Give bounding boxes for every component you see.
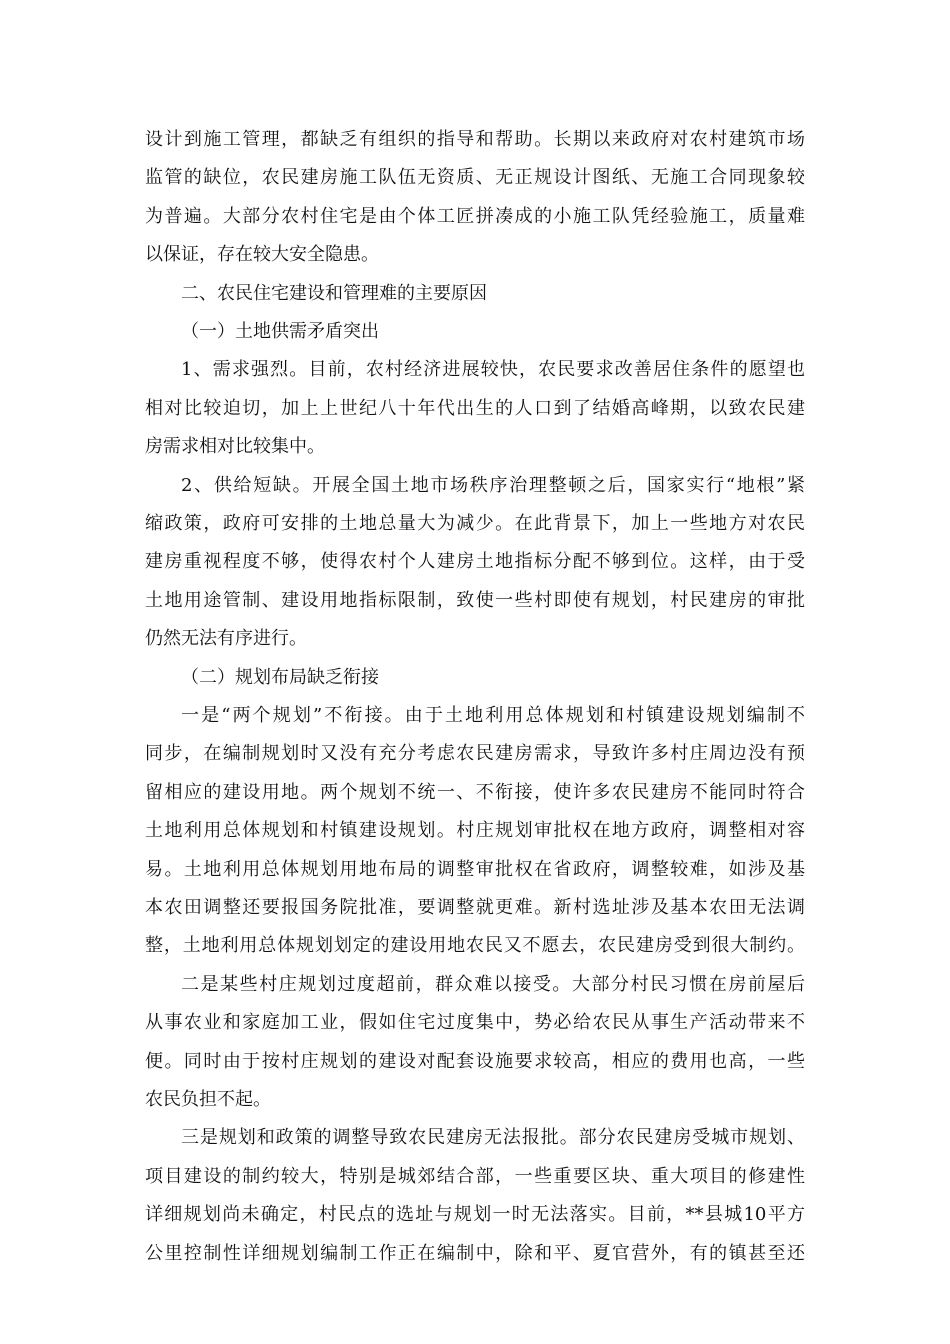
text-line: 整，土地利用总体规划划定的建设用地农民又不愿去，农民建房受到很大制约。 (145, 935, 805, 957)
text-line: 同步，在编制规划时又没有充分考虑农民建房需求，导致许多村庄周边没有预 (145, 743, 805, 765)
text-line: 房需求相对比较集中。 (145, 436, 325, 458)
text-line: 建房重视程度不够，使得农村个人建房土地指标分配不够到位。这样，由于受 (145, 551, 805, 573)
text-line: 2、供给短缺。开展全国土地市场秩序治理整顿之后，国家实行“地根”紧 (181, 474, 805, 496)
text-line: 1、需求强烈。目前，农村经济进展较快，农民要求改善居住条件的愿望也 (181, 359, 805, 381)
text-line: 公里控制性详细规划编制工作正在编制中，除和平、夏官营外，有的镇甚至还 (145, 1242, 805, 1264)
text-line: 为普遍。大部分农村住宅是由个体工匠拼凑成的小施工队凭经验施工，质量难 (145, 205, 805, 227)
text-line: 从事农业和家庭加工业，假如住宅过度集中，势必给农民从事生产活动带来不 (145, 1012, 805, 1034)
text-line: 土地利用总体规划和村镇建设规划。村庄规划审批权在地方政府，调整相对容 (145, 820, 805, 842)
text-line: （二）规划布局缺乏衔接 (181, 666, 379, 688)
text-line: 一是“两个规划”不衔接。由于土地利用总体规划和村镇建设规划编制不 (181, 705, 805, 726)
text-line: 农民负担不起。 (145, 1089, 271, 1110)
text-line: 仍然无法有序进行。 (145, 628, 307, 650)
text-line: 设计到施工管理，都缺乏有组织的指导和帮助。长期以来政府对农村建筑市场 (145, 129, 805, 150)
text-line: 以保证，存在较大安全隐患。 (145, 244, 379, 266)
text-line: 本农田调整还要报国务院批准，要调整就更难。新村选址涉及基本农田无法调 (145, 897, 805, 918)
text-line: 便。同时由于按村庄规划的建设对配套设施要求较高，相应的费用也高，一些 (145, 1050, 805, 1072)
text-line: 项目建设的制约较大，特别是城郊结合部，一些重要区块、重大项目的修建性 (145, 1165, 805, 1187)
text-line: 二是某些村庄规划过度超前，群众难以接受。大部分村民习惯在房前屋后 (181, 973, 805, 995)
text-line: 二、农民住宅建设和管理难的主要原因 (181, 282, 487, 304)
text-line: 留相应的建设用地。两个规划不统一、不衔接，使许多农民建房不能同时符合 (145, 781, 805, 803)
text-line: 土地用途管制、建设用地指标限制，致使一些村即使有规划，村民建房的审批 (145, 589, 805, 611)
text-line: 易。土地利用总体规划用地布局的调整审批权在省政府，调整较难，如涉及基 (145, 858, 805, 880)
text-line: 监管的缺位，农民建房施工队伍无资质、无正规设计图纸、无施工合同现象较 (145, 167, 805, 189)
text-line: 相对比较迫切，加上上世纪八十年代出生的人口到了结婚高峰期，以致农民建 (145, 397, 805, 419)
text-line: 三是规划和政策的调整导致农民建房无法报批。部分农民建房受城市规划、 (181, 1127, 805, 1149)
text-line: 缩政策，政府可安排的土地总量大为减少。在此背景下，加上一些地方对农民 (145, 513, 805, 534)
text-line: 详细规划尚未确定，村民点的选址与规划一时无法落实。目前，**县城10平方 (145, 1204, 805, 1226)
text-line: （一）土地供需矛盾突出 (181, 321, 379, 342)
